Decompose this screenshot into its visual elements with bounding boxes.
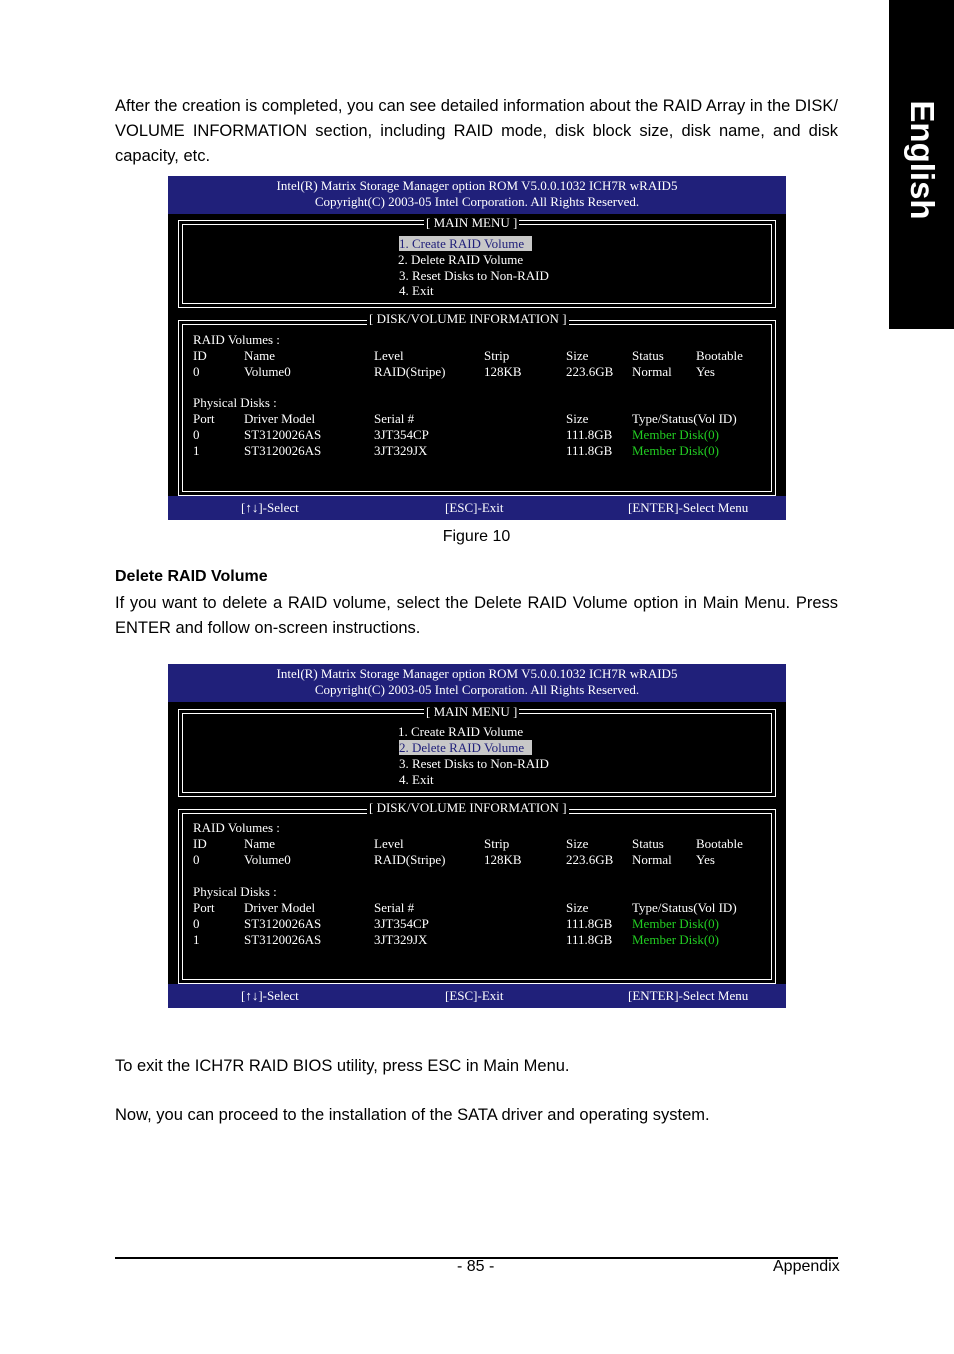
disk-model: ST3120026AS [244,916,322,931]
disk-size: 111.8GB [566,932,613,947]
disk-serial: 3JT354CP [374,916,429,931]
vol-id: 0 [193,364,200,379]
disk-model: ST3120026AS [244,932,322,947]
figure-caption: Figure 10 [442,528,511,545]
menu-item-delete-raid[interactable]: 2. Delete RAID Volume [399,740,532,755]
vol-status: Normal [632,364,672,379]
disk-serial: 3JT329JX [374,932,428,947]
bios-header [168,176,786,214]
disk-size: 111.8GB [566,443,613,458]
vol-strip: 128KB [484,852,522,867]
bios-header-title: Intel(R) Matrix Storage Manager option ROM V5.0.0.1032 ICH7R wRAID5 [276,178,678,193]
bios-screen-2 [168,664,786,1008]
vol-bootable: Yes [696,852,715,867]
col-disk-size: Size [566,900,589,915]
disk-port: 0 [193,916,200,931]
disk-model: ST3120026AS [244,443,322,458]
footer-select-hint: [↑↓]-Select [241,988,299,1003]
col-strip: Strip [484,836,510,851]
footer-esc-hint: [ESC]-Exit [445,500,504,515]
bios-footer [168,984,786,1008]
disk-type-status: Member Disk(0) [632,932,720,947]
disk-model: ST3120026AS [244,427,322,442]
col-status: Status [632,348,664,363]
vol-status: Normal [632,852,672,867]
vol-name: Volume0 [244,364,291,379]
bios-screen-1 [168,176,786,520]
bios-footer [168,496,786,520]
disk-info-title: [ DISK/VOLUME INFORMATION ] [369,800,567,815]
menu-item-reset-disks[interactable]: 3. Reset Disks to Non-RAID [399,268,549,283]
section-name: Appendix [773,1258,840,1275]
disk-port: 1 [193,443,200,458]
disk-serial: 3JT354CP [374,427,429,442]
raid-volumes-label: RAID Volumes : [193,820,280,835]
main-menu-title: [ MAIN MENU ] [426,215,518,230]
col-level: Level [374,836,404,851]
col-name: Name [244,836,276,851]
page-number: - 85 - [457,1258,495,1275]
vol-name: Volume0 [244,852,291,867]
intro-paragraph: After the creation is completed, you can see detailed information about the RAID Array in the DISK/ VOLUME INFORMATION section, including RAID mode, disk block size, disk name, and disk capacity, etc. [115,97,838,165]
col-port: Port [193,900,215,915]
proceed-paragraph: Now, you can proceed to the installation of the SATA driver and operating system. [115,1106,710,1124]
col-id: ID [193,836,207,851]
disk-info-title: [ DISK/VOLUME INFORMATION ] [369,311,567,326]
footer-enter-hint: [ENTER]-Select Menu [628,500,749,515]
col-size: Size [566,836,589,851]
col-bootable: Bootable [696,836,743,851]
col-serial: Serial # [374,411,415,426]
disk-type-status: Member Disk(0) [632,916,720,931]
delete-paragraph: If you want to delete a RAID volume, select the Delete RAID Volume option in Main Menu. Press ENTER and follow on-screen instructions. [115,594,838,637]
vol-bootable: Yes [696,364,715,379]
bios-header-copyright: Copyright(C) 2003-05 Intel Corporation. All Rights Reserved. [314,194,640,209]
bios-header-copyright: Copyright(C) 2003-05 Intel Corporation. All Rights Reserved. [314,682,640,697]
raid-volumes-label: RAID Volumes : [193,332,280,347]
disk-port: 1 [193,932,200,947]
col-status: Status [632,836,664,851]
col-port: Port [193,411,215,426]
vol-size: 223.6GB [566,364,614,379]
col-serial: Serial # [374,900,415,915]
vol-level: RAID(Stripe) [374,364,446,379]
menu-item-create-raid[interactable]: 1. Create RAID Volume [399,236,532,251]
physical-disks-label: Physical Disks : [193,884,277,899]
disk-size: 111.8GB [566,916,613,931]
main-menu-title: [ MAIN MENU ] [426,704,518,719]
physical-disks-label: Physical Disks : [193,395,277,410]
footer-esc-hint: [ESC]-Exit [445,988,504,1003]
footer-enter-hint: [ENTER]-Select Menu [628,988,749,1003]
exit-paragraph: To exit the ICH7R RAID BIOS utility, press ESC in Main Menu. [115,1057,570,1075]
menu-item-exit[interactable]: 4. Exit [399,283,434,298]
col-driver-model: Driver Model [244,411,316,426]
menu-item-create-raid[interactable]: 1. Create RAID Volume [398,724,524,739]
vol-strip: 128KB [484,364,522,379]
language-tab-label: English [903,100,941,220]
menu-item-reset-disks[interactable]: 3. Reset Disks to Non-RAID [399,756,549,771]
col-strip: Strip [484,348,510,363]
bios-header-title: Intel(R) Matrix Storage Manager option ROM V5.0.0.1032 ICH7R wRAID5 [276,666,678,681]
disk-type-status: Member Disk(0) [632,443,720,458]
vol-level: RAID(Stripe) [374,852,446,867]
vol-size: 223.6GB [566,852,614,867]
vol-id: 0 [193,852,200,867]
menu-item-exit[interactable]: 4. Exit [399,772,434,787]
language-tab [889,0,954,329]
col-size: Size [566,348,589,363]
menu-item-delete-raid[interactable]: 2. Delete RAID Volume [398,252,524,267]
col-driver-model: Driver Model [244,900,316,915]
col-name: Name [244,348,276,363]
col-type-status: Type/Status(Vol ID) [632,411,737,426]
bios-header [168,664,786,702]
col-id: ID [193,348,207,363]
col-bootable: Bootable [696,348,743,363]
col-type-status: Type/Status(Vol ID) [632,900,737,915]
disk-port: 0 [193,427,200,442]
disk-serial: 3JT329JX [374,443,428,458]
col-level: Level [374,348,404,363]
delete-raid-heading: Delete RAID Volume [115,568,268,585]
disk-size: 111.8GB [566,427,613,442]
disk-type-status: Member Disk(0) [632,427,720,442]
col-disk-size: Size [566,411,589,426]
footer-select-hint: [↑↓]-Select [241,500,299,515]
